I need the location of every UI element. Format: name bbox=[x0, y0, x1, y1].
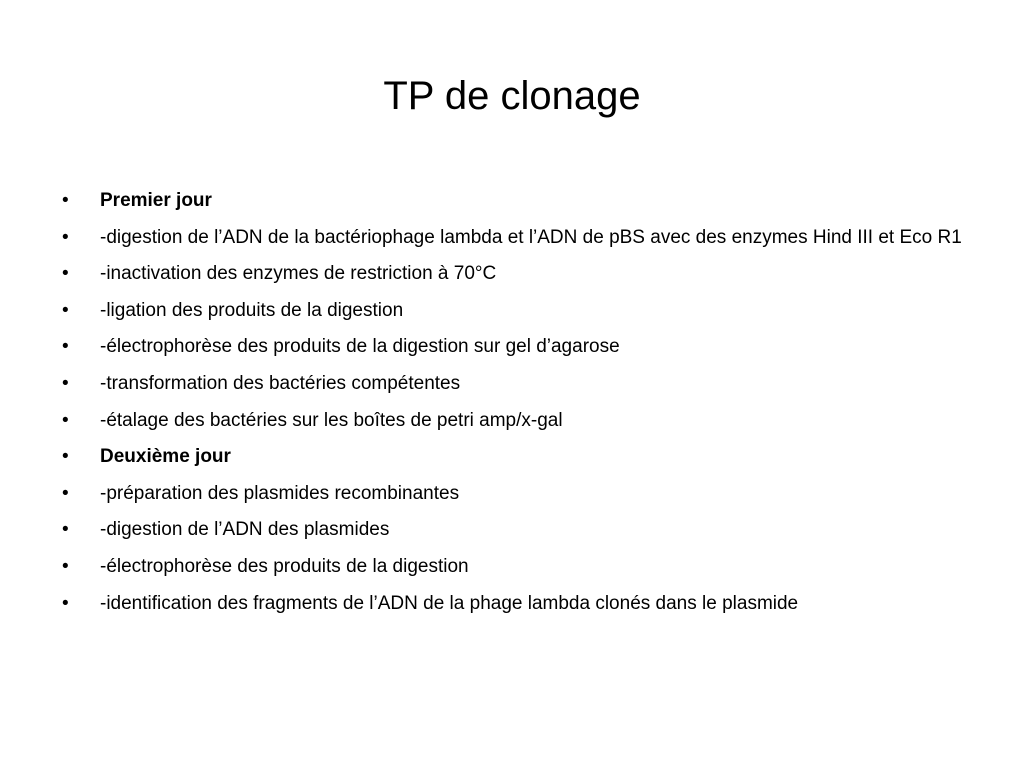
bullet-icon: • bbox=[62, 482, 69, 504]
bullet-icon: • bbox=[62, 372, 69, 394]
bullet-icon: • bbox=[62, 555, 69, 577]
list-item bbox=[62, 479, 972, 508]
bullet-list bbox=[62, 186, 972, 625]
list-item bbox=[62, 332, 972, 361]
bullet-icon: • bbox=[62, 446, 69, 468]
list-item-text: Deuxième jour bbox=[100, 446, 231, 468]
list-item-text: -électrophorèse des produits de la digestion sur gel d’agarose bbox=[100, 336, 620, 358]
bullet-icon: • bbox=[62, 226, 69, 248]
slide-title: TP de clonage bbox=[383, 74, 641, 118]
list-item-text: -inactivation des enzymes de restriction à 70°C bbox=[100, 263, 497, 285]
list-item bbox=[62, 515, 972, 544]
bullet-icon: • bbox=[62, 592, 69, 614]
list-item bbox=[62, 186, 972, 215]
list-item-text: -identification des fragments de l’ADN de la phage lambda clonés dans le plasmide bbox=[100, 592, 799, 614]
bullet-icon: • bbox=[62, 190, 69, 211]
list-item-text: -digestion de l’ADN des plasmides bbox=[100, 519, 390, 541]
list-item-text: -ligation des produits de la digestion bbox=[100, 299, 404, 321]
bullet-icon: • bbox=[62, 336, 69, 358]
list-item-text: -transformation des bactéries compétentes bbox=[100, 372, 461, 394]
list-item-text: -étalage des bactéries sur les boîtes de petri amp/x-gal bbox=[100, 409, 563, 431]
list-item-text: -préparation des plasmides recombinantes bbox=[100, 482, 460, 504]
list-item bbox=[62, 223, 972, 252]
list-item bbox=[62, 406, 972, 435]
list-item-text: -électrophorèse des produits de la digestion bbox=[100, 555, 469, 577]
list-item-text: Premier jour bbox=[100, 190, 212, 211]
list-item bbox=[62, 259, 972, 288]
bullet-icon: • bbox=[62, 263, 69, 285]
list-item bbox=[62, 442, 972, 471]
list-item bbox=[62, 552, 972, 581]
bullet-icon: • bbox=[62, 409, 69, 431]
list-item bbox=[62, 296, 972, 325]
bullet-icon: • bbox=[62, 519, 69, 541]
list-item bbox=[62, 589, 972, 618]
bullet-icon: • bbox=[62, 299, 69, 321]
list-item-text: -digestion de l’ADN de la bactériophage lambda et l’ADN de pBS avec des enzymes Hind III et Eco R1 bbox=[100, 226, 962, 248]
list-item bbox=[62, 369, 972, 398]
